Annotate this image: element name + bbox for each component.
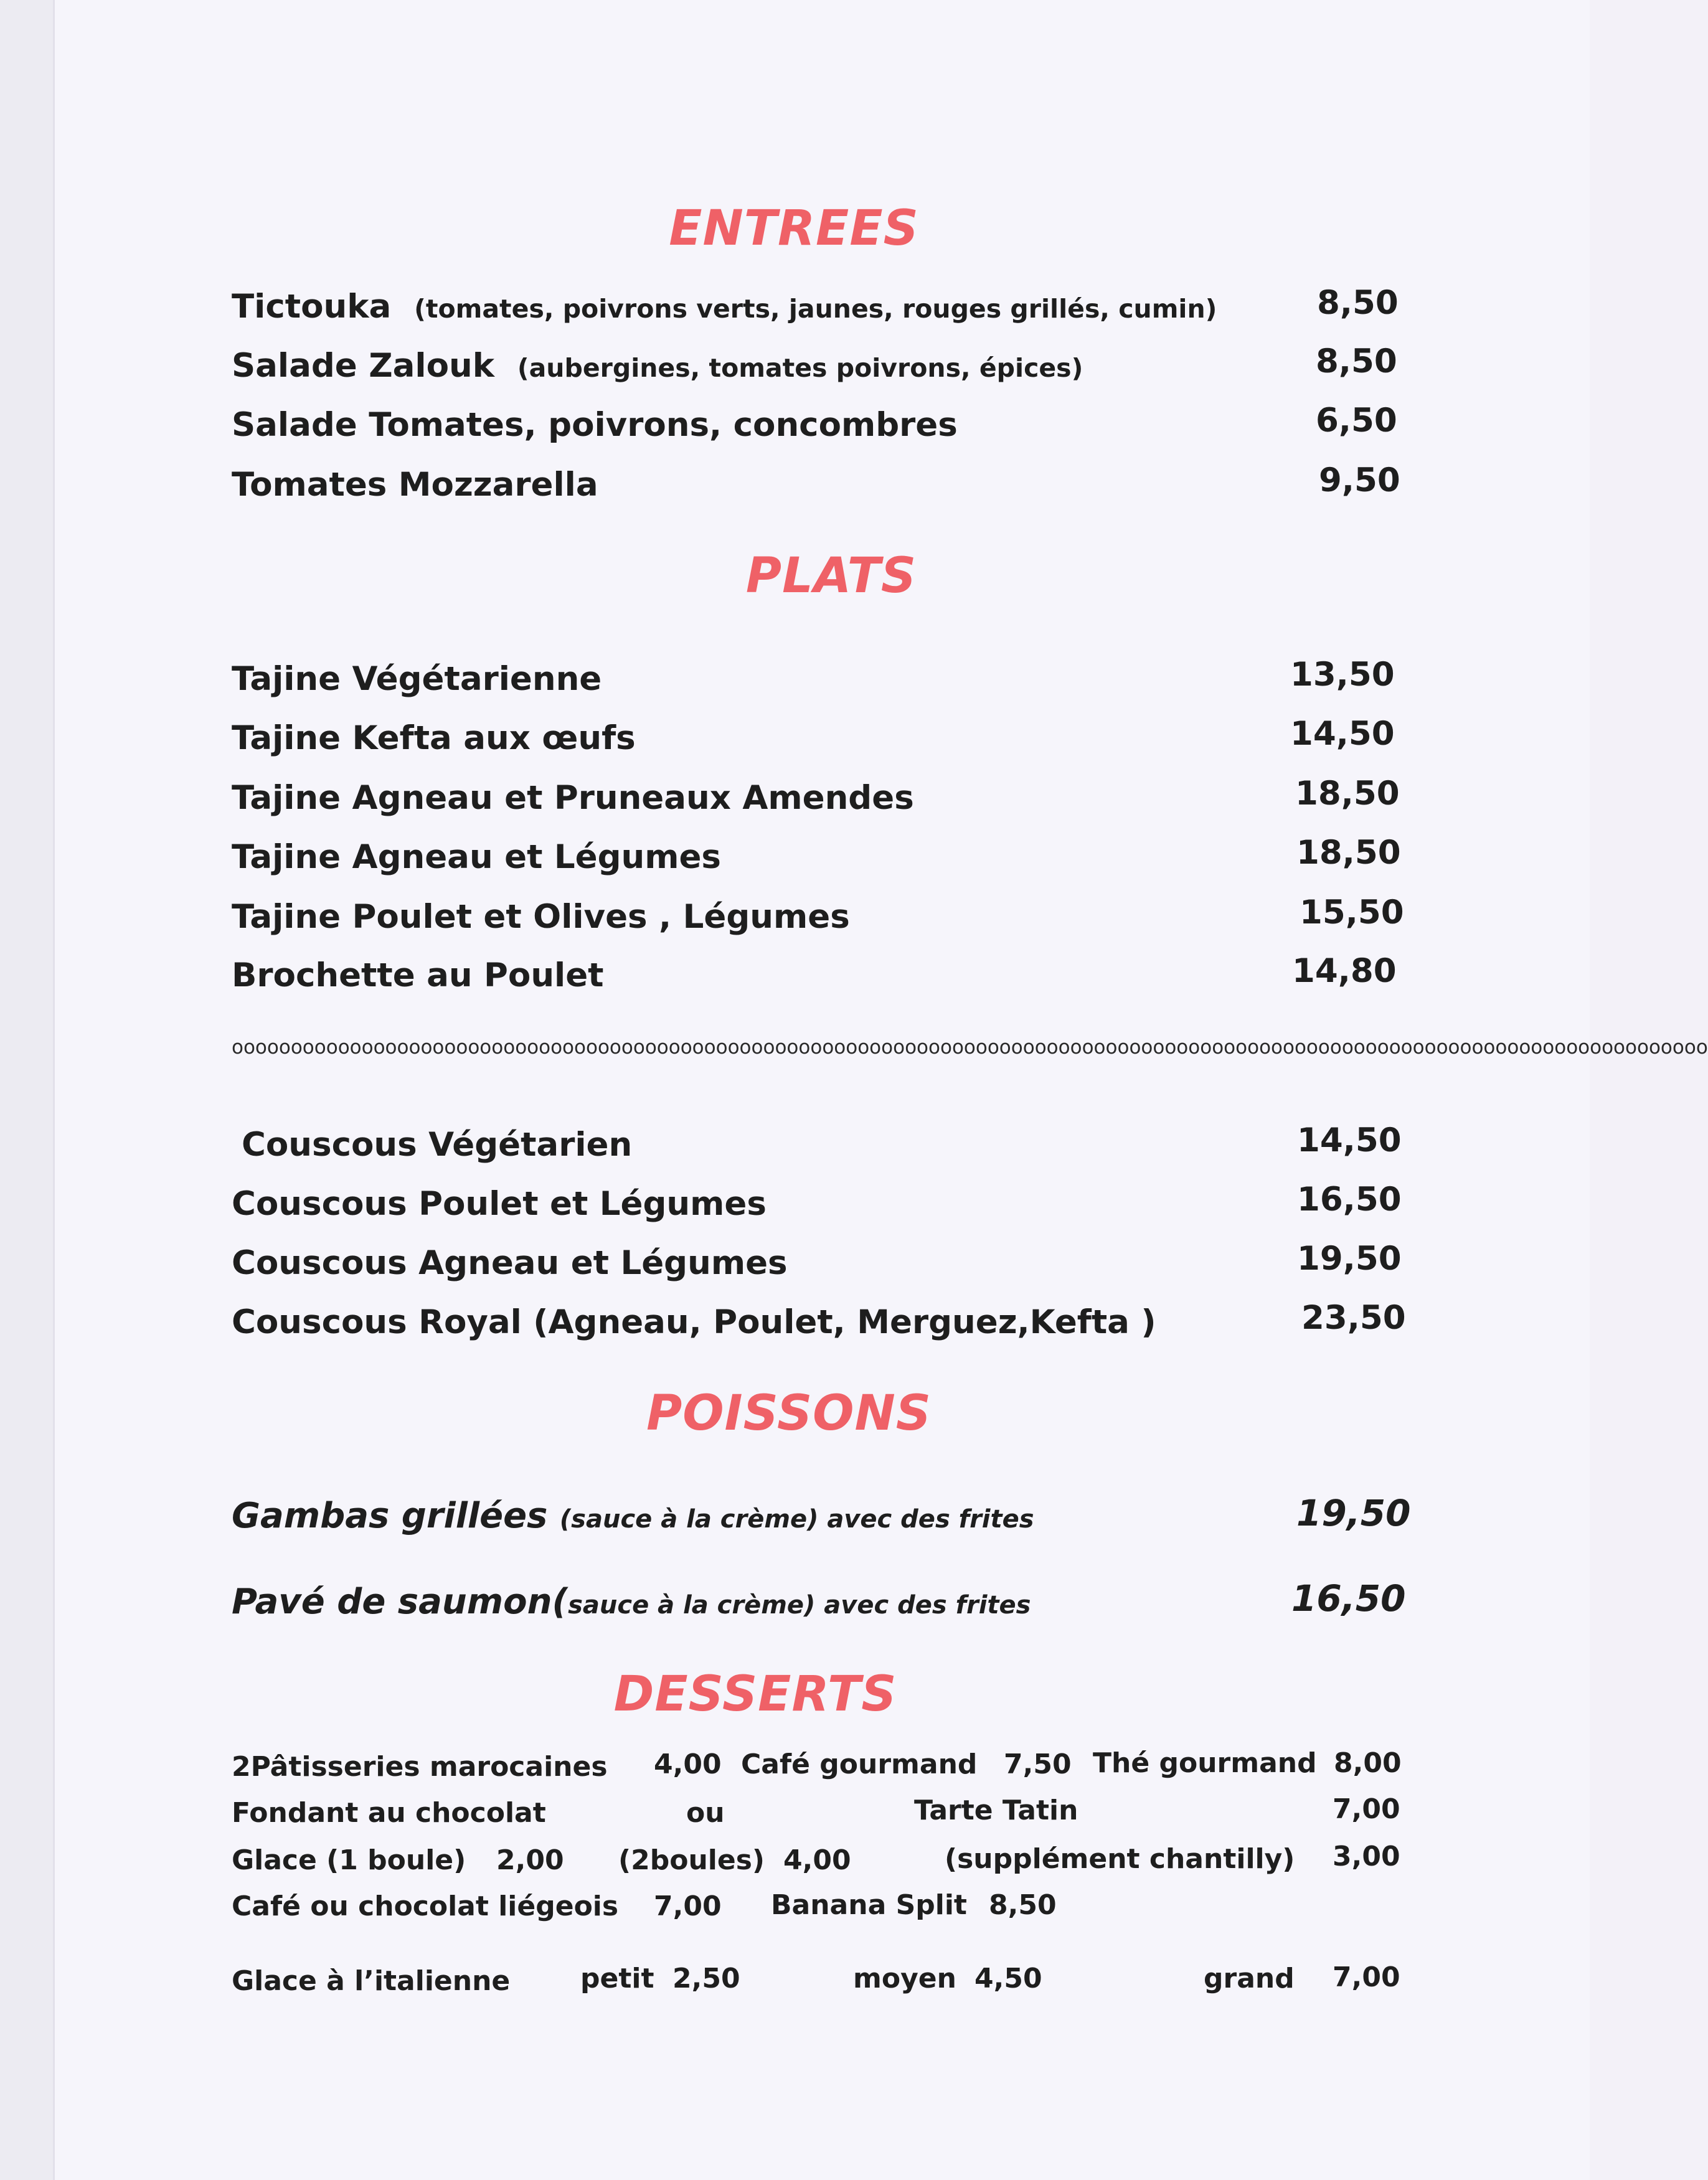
- couscous-item: Couscous Agneau et Légumes: [232, 1244, 788, 1282]
- couscous-price: 14,50: [1297, 1121, 1402, 1159]
- dessert-price: 8,00: [1334, 1747, 1402, 1779]
- plat-price: 18,50: [1296, 834, 1401, 872]
- couscous-item: Couscous Végétarien: [242, 1126, 633, 1164]
- section-title-desserts: DESSERTS: [613, 1666, 897, 1722]
- dotted-separator: ooooooooooooooooooooooooooooooooooooooooooooooooooooooooooooooooooooooooooooooooooooooooooooooooooooooooooooooooooooooooooooo: [232, 1036, 1708, 1059]
- plat-item: Tajine Agneau et Légumes: [232, 838, 721, 876]
- plat-price: 18,50: [1295, 775, 1400, 813]
- section-title-poissons: POISSONS: [646, 1385, 932, 1442]
- size-label: moyen: [853, 1963, 956, 1994]
- section-title-plats: PLATS: [745, 548, 917, 604]
- size-label: grand: [1204, 1963, 1295, 1994]
- size-price: 4,50: [974, 1963, 1042, 1994]
- dessert-name: (2boules): [618, 1844, 765, 1876]
- dessert-name: Glace (1 boule): [232, 1844, 466, 1876]
- couscous-price: 23,50: [1301, 1299, 1406, 1337]
- entree-item: [232, 347, 1083, 385]
- entree-item: [232, 288, 1217, 326]
- item-name: Pavé de saumon(: [232, 1582, 569, 1622]
- couscous-price: 19,50: [1297, 1240, 1402, 1278]
- section-title-entrees: ENTREES: [669, 201, 919, 257]
- dessert-price: 4,00: [783, 1844, 851, 1876]
- dessert-name: Fondant au chocolat: [232, 1797, 546, 1829]
- dessert-price: 7,50: [1004, 1748, 1072, 1780]
- entree-price: 8,50: [1317, 284, 1399, 322]
- item-name: Tomates Mozzarella: [232, 466, 598, 504]
- poisson-price: 19,50: [1296, 1492, 1411, 1534]
- dessert-price: 8,50: [989, 1889, 1057, 1921]
- dessert-name: Glace à l’italienne: [232, 1965, 511, 1997]
- item-note: (sauce à la crème) avec des frites: [559, 1505, 1034, 1534]
- plat-item: Tajine Poulet et Olives , Légumes: [232, 898, 850, 936]
- couscous-price: 16,50: [1297, 1181, 1402, 1219]
- dessert-or: ou: [686, 1797, 725, 1829]
- plat-price: 14,50: [1290, 715, 1395, 753]
- entree-price: 8,50: [1316, 342, 1397, 380]
- entree-item: [232, 466, 598, 504]
- dessert-name: Banana Split: [771, 1889, 967, 1921]
- dessert-price: 3,00: [1333, 1841, 1400, 1872]
- entree-price: 9,50: [1319, 461, 1400, 499]
- size-label: petit: [580, 1963, 654, 1994]
- poisson-item: [232, 1582, 1031, 1622]
- item-name: Salade Zalouk: [232, 347, 494, 385]
- plat-item: Tajine Kefta aux œufs: [232, 719, 636, 757]
- dessert-price: 2,00: [496, 1844, 564, 1876]
- item-name: Tictouka: [232, 288, 392, 326]
- item-name: Gambas grillées: [232, 1496, 548, 1536]
- dessert-name: Tarte Tatin: [914, 1795, 1078, 1826]
- scan-edge-shadow: [0, 0, 53, 2180]
- dessert-name: 2Pâtisseries marocaines: [232, 1751, 608, 1783]
- plat-item: Tajine Agneau et Pruneaux Amendes: [232, 779, 914, 817]
- couscous-item: Couscous Royal (Agneau, Poulet, Merguez,Kefta ): [232, 1303, 1156, 1341]
- plat-price: 14,80: [1292, 952, 1397, 990]
- dessert-price: 4,00: [654, 1748, 722, 1780]
- poisson-price: 16,50: [1291, 1577, 1406, 1620]
- item-note: (tomates, poivrons verts, jaunes, rouges grillés, cumin): [414, 294, 1217, 324]
- item-note: (aubergines, tomates poivrons, épices): [517, 353, 1083, 383]
- couscous-item: Couscous Poulet et Légumes: [232, 1185, 767, 1223]
- plat-price: 13,50: [1290, 656, 1395, 694]
- poisson-item: [232, 1496, 1034, 1536]
- entree-item: [232, 406, 958, 444]
- plat-item: Brochette au Poulet: [232, 956, 604, 994]
- size-price: 7,00: [1333, 1961, 1400, 1993]
- dessert-name: (supplément chantilly): [945, 1843, 1295, 1875]
- entree-price: 6,50: [1316, 402, 1397, 440]
- item-name: Salade Tomates, poivrons, concombres: [232, 406, 958, 444]
- size-price: 2,50: [672, 1963, 740, 1994]
- dessert-name: Thé gourmand: [1093, 1747, 1317, 1779]
- item-note: sauce à la crème) avec des frites: [568, 1591, 1031, 1620]
- dessert-name: Café ou chocolat liégeois: [232, 1890, 619, 1922]
- dessert-price: 7,00: [1333, 1793, 1400, 1825]
- plat-item: Tajine Végétarienne: [232, 660, 602, 698]
- plat-price: 15,50: [1300, 894, 1404, 932]
- dessert-name: Café gourmand: [741, 1748, 978, 1780]
- dessert-price: 7,00: [654, 1890, 722, 1922]
